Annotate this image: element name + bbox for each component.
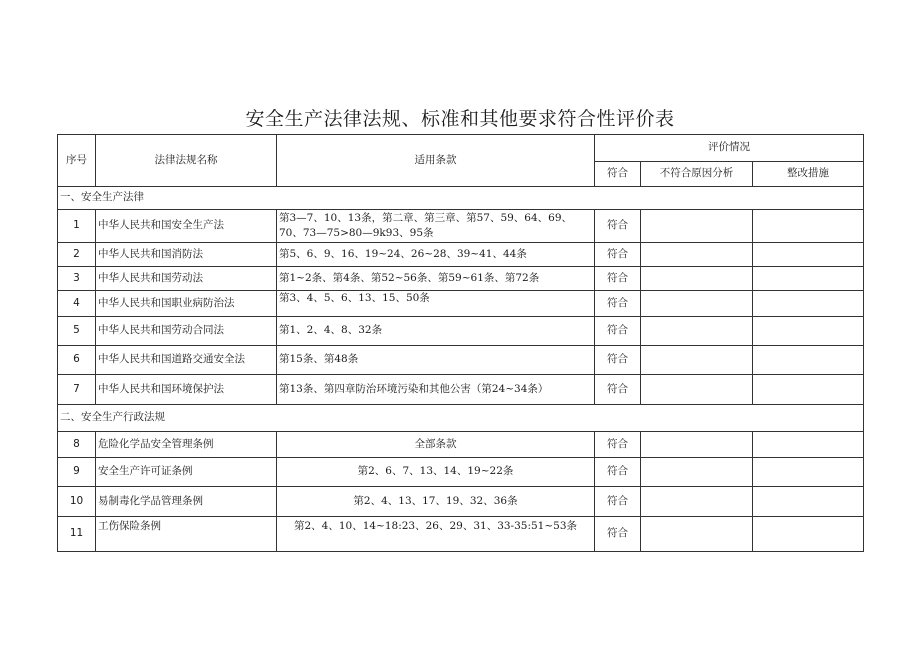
row-no: 4 bbox=[58, 291, 96, 317]
row-no: 9 bbox=[58, 458, 96, 487]
row-no: 8 bbox=[58, 432, 96, 458]
row-name: 工伤保险条例 bbox=[96, 517, 277, 552]
row-analysis bbox=[641, 432, 753, 458]
row-analysis bbox=[641, 267, 753, 291]
section-heading: 二、安全生产行政法规 bbox=[58, 405, 864, 432]
row-clauses: 第1、2、4、8、32条 bbox=[277, 317, 595, 346]
row-no: 6 bbox=[58, 346, 96, 375]
header-comply: 符合 bbox=[595, 162, 641, 187]
row-result: 符合 bbox=[595, 291, 641, 317]
table-row bbox=[58, 487, 864, 517]
row-analysis bbox=[641, 210, 753, 243]
row-rectify bbox=[753, 375, 864, 405]
row-clauses: 第1~2条、第4条、第52~56条、第59~61条、第72条 bbox=[277, 267, 595, 291]
row-no: 7 bbox=[58, 375, 96, 405]
row-name: 中华人民共和国环境保护法 bbox=[96, 375, 277, 405]
section-heading: 一、安全生产法律 bbox=[58, 187, 864, 210]
header-clauses: 适用条款 bbox=[277, 135, 595, 187]
row-result: 符合 bbox=[595, 487, 641, 517]
row-clauses: 第2、4、13、17、19、32、36条 bbox=[277, 487, 595, 517]
table-row bbox=[58, 432, 864, 458]
row-analysis bbox=[641, 317, 753, 346]
header-evaluation: 评价情况 bbox=[595, 135, 864, 162]
row-no: 10 bbox=[58, 487, 96, 517]
row-result: 符合 bbox=[595, 243, 641, 267]
compliance-table bbox=[57, 134, 864, 552]
table-row bbox=[58, 375, 864, 405]
table-row bbox=[58, 210, 864, 243]
row-clauses: 第5、6、9、16、19~24、26~28、39~41、44条 bbox=[277, 243, 595, 267]
row-clauses: 第3—7、10、13条，第二章、第三章、第57、59、64、69、70、73—75>80—9k93、95条 bbox=[277, 210, 595, 243]
row-clauses: 第13条、第四章防治环境污染和其他公害（第24~34条） bbox=[277, 375, 595, 405]
row-no: 1 bbox=[58, 210, 96, 243]
row-rectify bbox=[753, 346, 864, 375]
row-rectify bbox=[753, 487, 864, 517]
row-name: 中华人民共和国劳动合同法 bbox=[96, 317, 277, 346]
row-name: 中华人民共和国道路交通安全法 bbox=[96, 346, 277, 375]
row-rectify bbox=[753, 517, 864, 552]
table-row bbox=[58, 267, 864, 291]
row-rectify bbox=[753, 458, 864, 487]
row-clauses: 第15条、第48条 bbox=[277, 346, 595, 375]
row-analysis bbox=[641, 517, 753, 552]
table-row bbox=[58, 346, 864, 375]
row-analysis bbox=[641, 458, 753, 487]
row-clauses: 第2、4、10、14~18:23、26、29、31、33-35:51~53条 bbox=[277, 517, 595, 552]
row-name: 中华人民共和国劳动法 bbox=[96, 267, 277, 291]
header-name: 法律法规名称 bbox=[96, 135, 277, 187]
table-row bbox=[58, 291, 864, 317]
row-analysis bbox=[641, 243, 753, 267]
row-rectify bbox=[753, 317, 864, 346]
row-rectify bbox=[753, 243, 864, 267]
row-analysis bbox=[641, 375, 753, 405]
section-row bbox=[58, 187, 864, 210]
table-row bbox=[58, 317, 864, 346]
table-row bbox=[58, 243, 864, 267]
header-row bbox=[58, 135, 864, 162]
row-no: 5 bbox=[58, 317, 96, 346]
table-row bbox=[58, 458, 864, 487]
row-rectify bbox=[753, 432, 864, 458]
page-title: 安全生产法律法规、标准和其他要求符合性评价表 bbox=[245, 108, 675, 130]
table-row bbox=[58, 517, 864, 552]
row-clauses: 全部条款 bbox=[277, 432, 595, 458]
row-result: 符合 bbox=[595, 210, 641, 243]
row-name: 中华人民共和国安全生产法 bbox=[96, 210, 277, 243]
row-no: 11 bbox=[58, 517, 96, 552]
header-noncomply-analysis: 不符合原因分析 bbox=[641, 162, 753, 187]
row-analysis bbox=[641, 487, 753, 517]
row-name: 安全生产许可证条例 bbox=[96, 458, 277, 487]
row-clauses: 第3、4、5、6、13、15、50条 bbox=[277, 291, 595, 317]
section-row bbox=[58, 405, 864, 432]
row-result: 符合 bbox=[595, 267, 641, 291]
row-result: 符合 bbox=[595, 317, 641, 346]
row-name: 中华人民共和国职业病防治法 bbox=[96, 291, 277, 317]
row-result: 符合 bbox=[595, 458, 641, 487]
row-name: 中华人民共和国消防法 bbox=[96, 243, 277, 267]
row-rectify bbox=[753, 291, 864, 317]
row-result: 符合 bbox=[595, 517, 641, 552]
row-name: 易制毒化学品管理条例 bbox=[96, 487, 277, 517]
row-analysis bbox=[641, 291, 753, 317]
row-no: 2 bbox=[58, 243, 96, 267]
row-result: 符合 bbox=[595, 375, 641, 405]
row-name: 危险化学品安全管理条例 bbox=[96, 432, 277, 458]
row-analysis bbox=[641, 346, 753, 375]
header-seq: 序号 bbox=[58, 135, 96, 187]
row-no: 3 bbox=[58, 267, 96, 291]
header-rectify: 整改措施 bbox=[753, 162, 864, 187]
row-rectify bbox=[753, 267, 864, 291]
row-rectify bbox=[753, 210, 864, 243]
row-result: 符合 bbox=[595, 346, 641, 375]
row-result: 符合 bbox=[595, 432, 641, 458]
row-clauses: 第2、6、7、13、14、19~22条 bbox=[277, 458, 595, 487]
